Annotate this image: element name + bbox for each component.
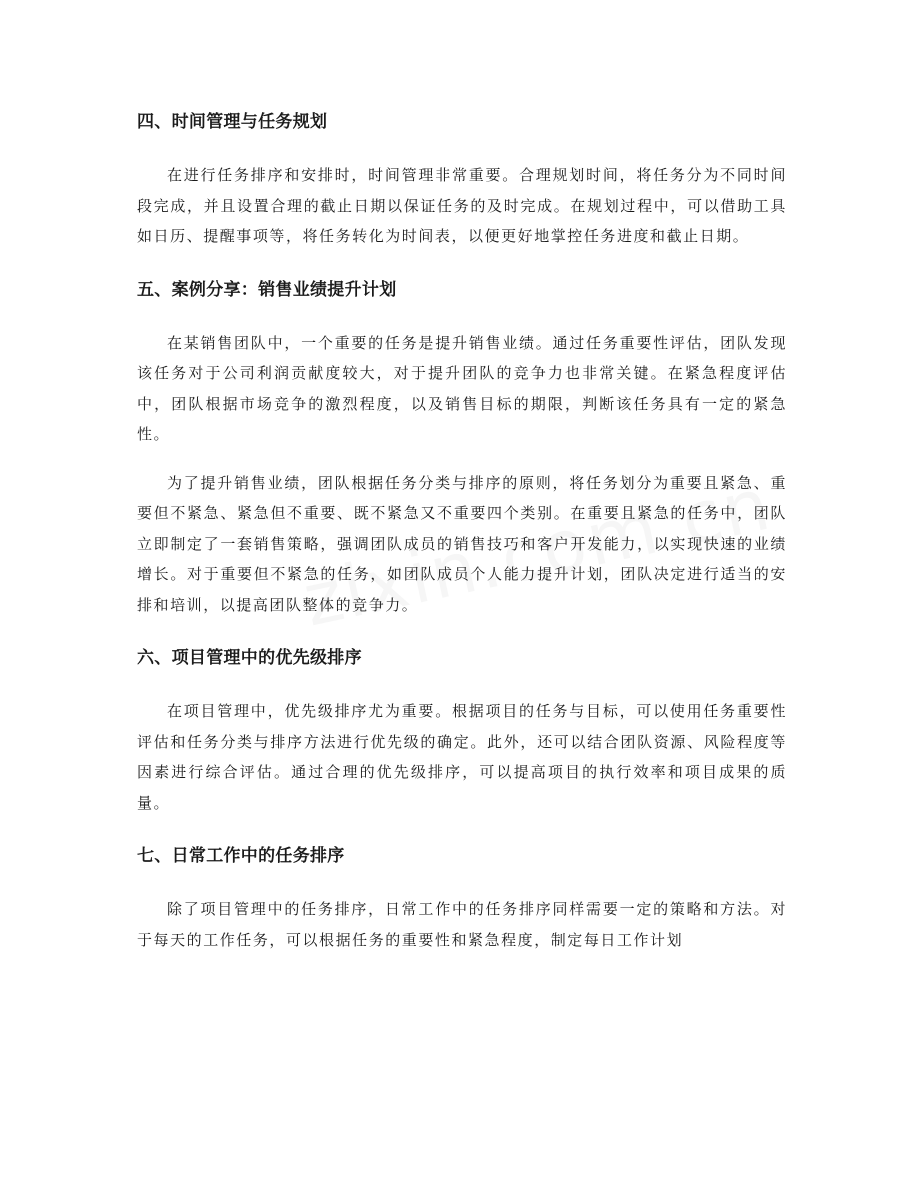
paragraph: 除了项目管理中的任务排序，日常工作中的任务排序同样需要一定的策略和方法。对于每天的工作任务，可以根据任务的重要性和紧急程度，制定每日工作计划 xyxy=(137,900,787,949)
document-body xyxy=(137,104,787,955)
paragraph: 为了提升销售业绩，团队根据任务分类与排序的原则，将任务划分为重要且紧急、重要但不紧急、紧急但不重要、既不紧急又不重要四个类别。在重要且紧急的任务中，团队立即制定了一套销售策略，强调团队成员的销售技巧和客户开发能力，以实现快速的业绩增长。对于重要但不紧急的任务，如团队成员个人能力提升计划，团队决定进行适当的安排和培训，以提高团队整体的竞争力。 xyxy=(137,473,787,614)
section-heading: 七、日常工作中的任务排序 xyxy=(137,846,345,866)
paragraph: 在某销售团队中，一个重要的任务是提升销售业绩。通过任务重要性评估，团队发现该任务对于公司利润贡献度较大，对于提升团队的竞争力也非常关键。在紧急程度评估中，团队根据市场竞争的激烈程度，以及销售目标的期限，判断该任务具有一定的紧急性。 xyxy=(137,333,787,443)
section-heading: 四、时间管理与任务规划 xyxy=(137,112,328,132)
section-heading: 六、项目管理中的优先级排序 xyxy=(137,648,362,668)
paragraph: 在进行任务排序和安排时，时间管理非常重要。合理规划时间，将任务分为不同时间段完成，并且设置合理的截止日期以保证任务的及时完成。在规划过程中，可以借助工具如日历、提醒事项等，将任务转化为时间表，以便更好地掌控任务进度和截止日期。 xyxy=(137,166,787,245)
paragraph: 在项目管理中，优先级排序尤为重要。根据项目的任务与目标，可以使用任务重要性评估和任务分类与排序方法进行优先级的确定。此外，还可以结合团队资源、风险程度等因素进行综合评估。通过合理的优先级排序，可以提高项目的执行效率和项目成果的质量。 xyxy=(137,702,787,812)
section-heading: 五、案例分享：销售业绩提升计划 xyxy=(137,279,397,300)
